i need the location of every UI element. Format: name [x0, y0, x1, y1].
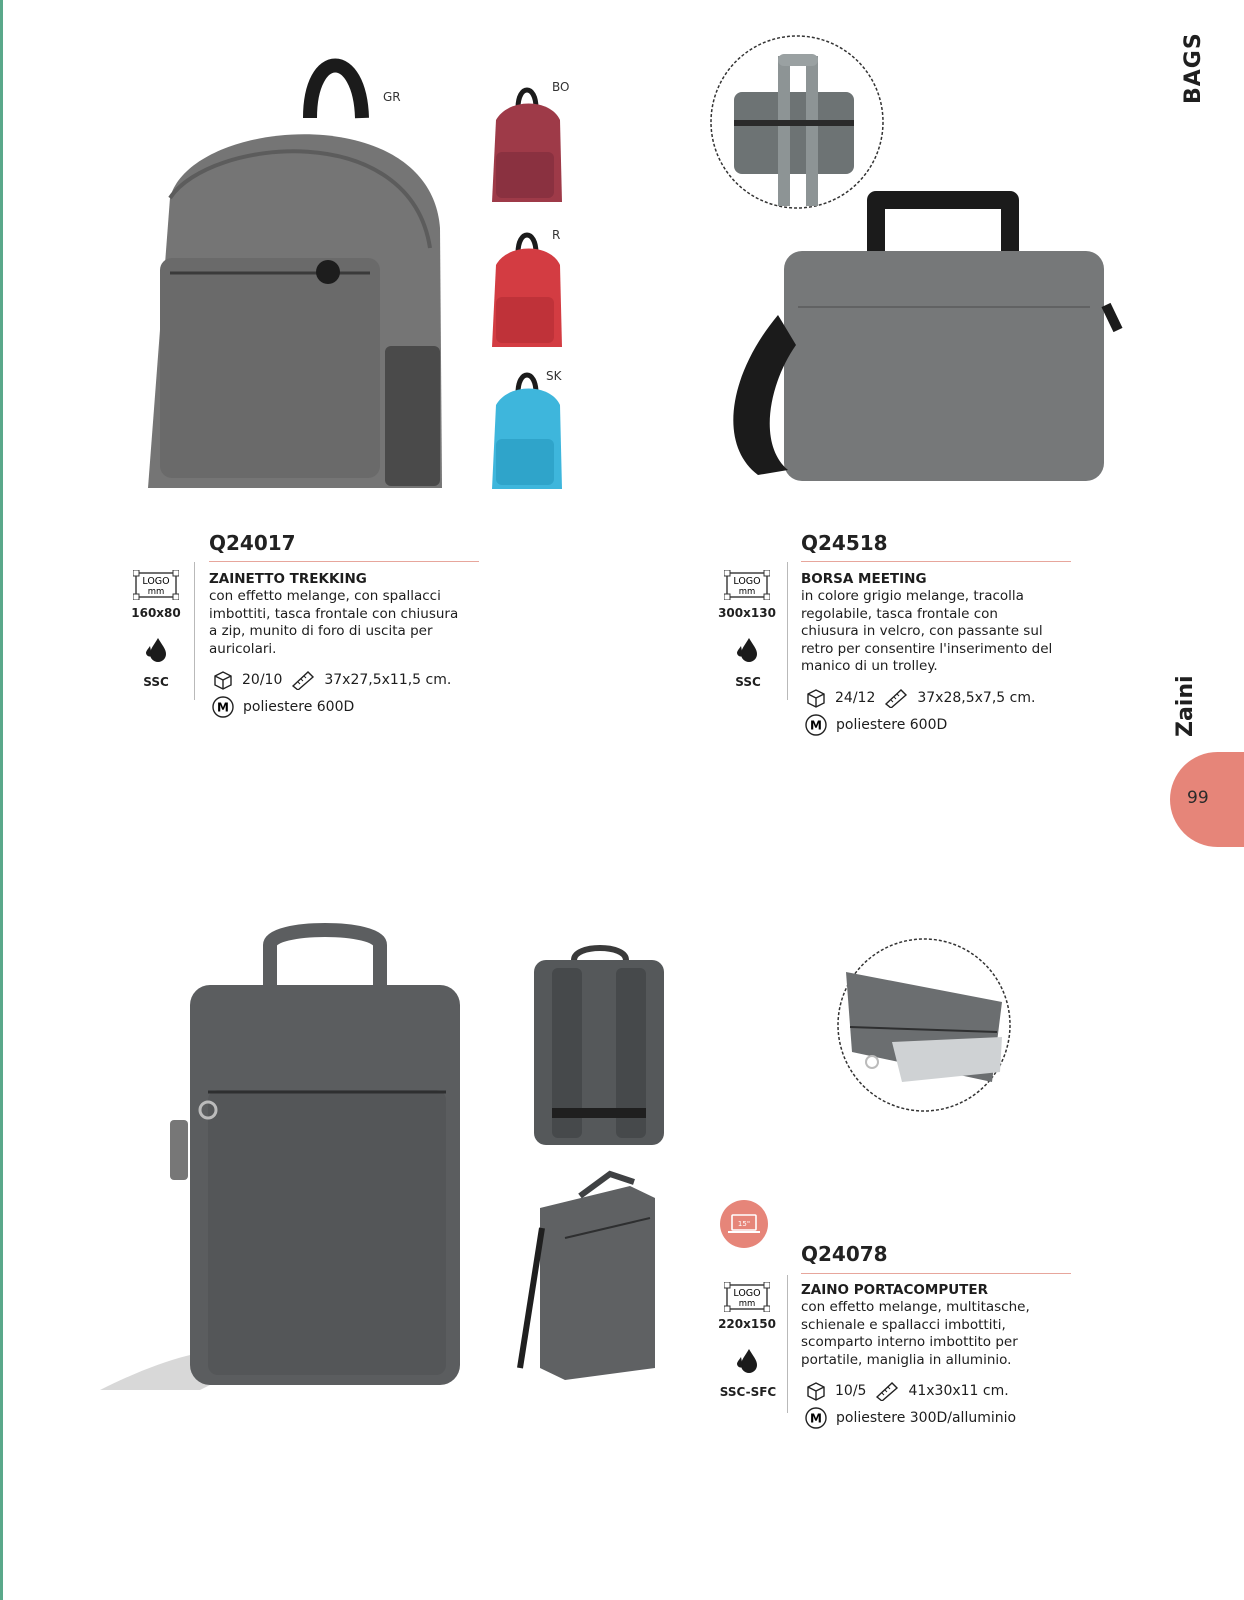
product-code: Q24017 [209, 531, 296, 555]
print-technique: SSC [735, 675, 761, 689]
packaging-dimensions-row [805, 1381, 1009, 1401]
backpack-red-image [488, 225, 568, 350]
color-code-sk: SK [546, 369, 562, 383]
code-underline [801, 1273, 1071, 1274]
logo-label: LOGO [733, 1288, 761, 1299]
logo-label: LOGO [733, 576, 761, 587]
page-left-border [0, 0, 3, 1600]
material-row [804, 1406, 1016, 1430]
print-technique: SSC [143, 675, 169, 689]
laptop-backpack-front-image [100, 920, 490, 1400]
material-row [211, 695, 354, 719]
product-code: Q24078 [801, 1242, 888, 1266]
color-code-gr: GR [383, 90, 401, 104]
print-technique: SSC-SFC [719, 1385, 777, 1399]
logo-area-icon [133, 570, 179, 600]
material-row [804, 713, 947, 737]
logo-size: 160x80 [131, 606, 181, 620]
ruler-icon [874, 1381, 900, 1401]
code-underline [801, 561, 1071, 562]
meeting-bag-image [718, 185, 1128, 495]
ink-drop-icon [735, 1347, 759, 1373]
svg-text:M: M [810, 718, 822, 733]
box-icon [805, 1381, 827, 1401]
ruler-icon [883, 688, 909, 708]
product-title: ZAINETTO TREKKING [209, 571, 367, 587]
product-dimensions: 37x28,5x7,5 cm. [917, 690, 1036, 706]
packaging-dimensions-row [212, 670, 451, 690]
logo-area-icon [724, 1282, 770, 1312]
svg-text:M: M [810, 1411, 822, 1426]
material-icon [211, 695, 235, 719]
color-code-bo: BO [552, 80, 570, 94]
material-text: poliestere 300D/alluminio [836, 1410, 1017, 1426]
packaging-qty: 10/5 [835, 1383, 867, 1399]
spec-divider [194, 562, 195, 700]
color-code-r: R [552, 228, 561, 242]
laptop-size-badge [720, 1200, 768, 1248]
product-description: con effetto melange, con spallacci imbottiti, tasca frontale con chiusura a zip, munito di foro di uscita per auricolari. [209, 588, 459, 657]
logo-unit: mm [147, 587, 165, 597]
logo-size: 300x130 [718, 606, 776, 620]
packaging-dimensions-row [805, 688, 1035, 708]
ruler-icon [290, 670, 316, 690]
logo-label: LOGO [142, 576, 170, 587]
backpack-grey-image [130, 48, 450, 498]
laptop-backpack-side-image [510, 1168, 675, 1383]
logo-area-icon [724, 570, 770, 600]
logo-size: 220x150 [718, 1317, 776, 1331]
packaging-qty: 24/12 [835, 690, 876, 706]
laptop-backpack-back-image [530, 940, 670, 1150]
page-number: 99 [1187, 788, 1209, 808]
laptop-size-text: 15" [737, 1220, 751, 1228]
box-icon [805, 688, 827, 708]
svg-text:M: M [217, 700, 229, 715]
product-description: con effetto melange, multitasche, schienale e spallacci imbottiti, scomparto interno imbottito per portatile, maniglia in alluminio. [801, 1299, 1030, 1368]
material-icon [804, 713, 828, 737]
material-icon [804, 1406, 828, 1430]
logo-unit: mm [738, 1299, 756, 1309]
code-underline [209, 561, 479, 562]
product-dimensions: 41x30x11 cm. [908, 1383, 1009, 1399]
spec-divider [787, 562, 788, 700]
backpack-sky-image [488, 365, 568, 493]
product-dimensions: 37x27,5x11,5 cm. [324, 672, 452, 688]
backpack-bordeaux-image [488, 80, 568, 205]
packaging-qty: 20/10 [242, 672, 283, 688]
ink-drop-icon [735, 636, 759, 662]
logo-unit: mm [738, 587, 756, 597]
product-title: BORSA MEETING [801, 571, 927, 587]
box-icon [212, 670, 234, 690]
detail-laptop-compartment-circle-image [832, 932, 1017, 1119]
product-description: in colore grigio melange, tracolla regolabile, tasca frontale con chiusura in velcro, con passante sul retro per consentire l'inserimento del manico di un trolley. [801, 588, 1053, 674]
product-title: ZAINO PORTACOMPUTER [801, 1282, 989, 1298]
laptop-icon [720, 1200, 768, 1248]
product-code: Q24518 [801, 531, 888, 555]
ink-drop-icon [144, 636, 168, 662]
material-text: poliestere 600D [836, 717, 948, 733]
spec-divider [787, 1275, 788, 1413]
material-text: poliestere 600D [243, 699, 355, 715]
